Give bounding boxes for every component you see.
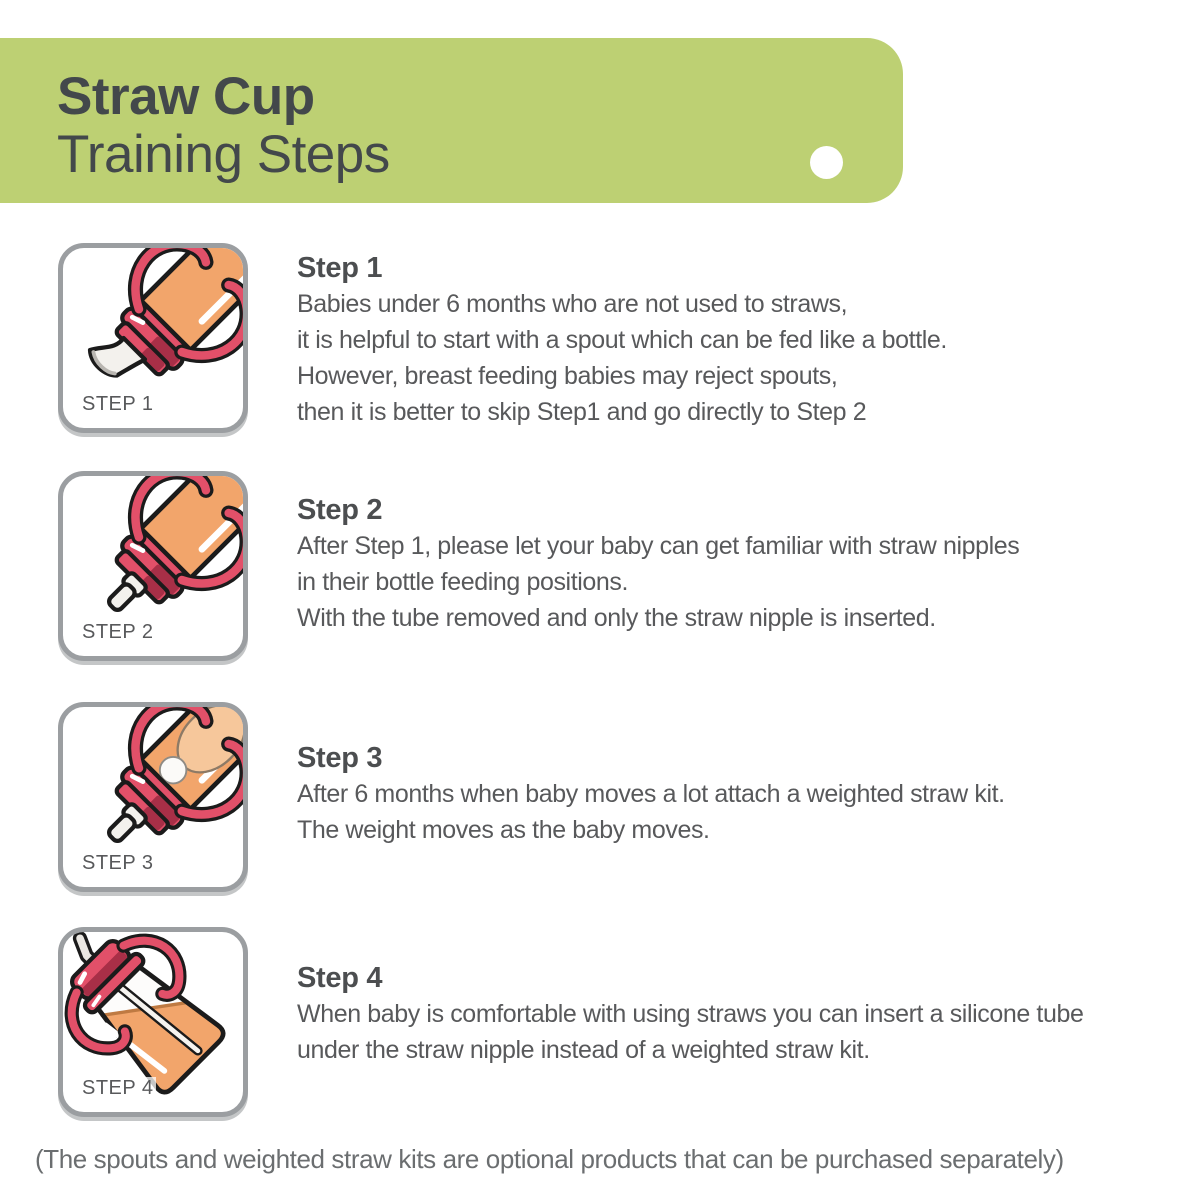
step-3-badge: STEP 3 — [82, 852, 154, 874]
step-4-line-1: When baby is comfortable with using straws you can insert a silicone tube — [297, 1000, 1084, 1028]
step-2-title: Step 2 — [297, 494, 383, 526]
step-2-line-1: After Step 1, please let your baby can get familiar with straw nipples — [297, 532, 1020, 560]
punch-hole-dot — [810, 146, 843, 179]
step-3-text — [297, 740, 1005, 848]
step-1-line-4: then it is better to skip Step1 and go directly to Step 2 — [297, 398, 867, 426]
step-1-line-3: However, breast feeding babies may reject spouts, — [297, 362, 838, 390]
step-3-line-2: The weight moves as the baby moves. — [297, 816, 710, 844]
step-1-badge: STEP 1 — [82, 393, 154, 415]
step-4-badge: STEP 4 — [82, 1077, 154, 1099]
page-title — [57, 68, 390, 184]
step-3-line-1: After 6 months when baby moves a lot attach a weighted straw kit. — [297, 780, 1005, 808]
step-2-text — [297, 492, 1019, 636]
step-2-line-3: With the tube removed and only the straw nipple is inserted. — [297, 604, 936, 632]
step-2-line-2: in their bottle feeding positions. — [297, 568, 629, 596]
step-4-illustration-box — [58, 927, 248, 1117]
step-1-text — [297, 250, 947, 430]
footnote: (The spouts and weighted straw kits are optional products that can be purchased separately) — [35, 1144, 1064, 1174]
step-2-illustration-box — [58, 471, 248, 661]
page-title-line-1: Straw Cup — [57, 67, 315, 126]
step-1-line-2: it is helpful to start with a spout which can be fed like a bottle. — [297, 326, 947, 354]
step-1-illustration-box — [58, 243, 248, 433]
step-4-text — [297, 960, 1083, 1068]
step-1-title: Step 1 — [297, 252, 383, 284]
step-3-title: Step 3 — [297, 742, 383, 774]
step-2-badge: STEP 2 — [82, 621, 154, 643]
page-title-line-2: Training Steps — [57, 125, 390, 184]
step-4-line-2: under the straw nipple instead of a weighted straw kit. — [297, 1036, 870, 1064]
step-4-title: Step 4 — [297, 962, 383, 994]
header-banner — [0, 38, 903, 203]
step-3-illustration-box — [58, 702, 248, 892]
step-1-line-1: Babies under 6 months who are not used to straws, — [297, 290, 848, 318]
